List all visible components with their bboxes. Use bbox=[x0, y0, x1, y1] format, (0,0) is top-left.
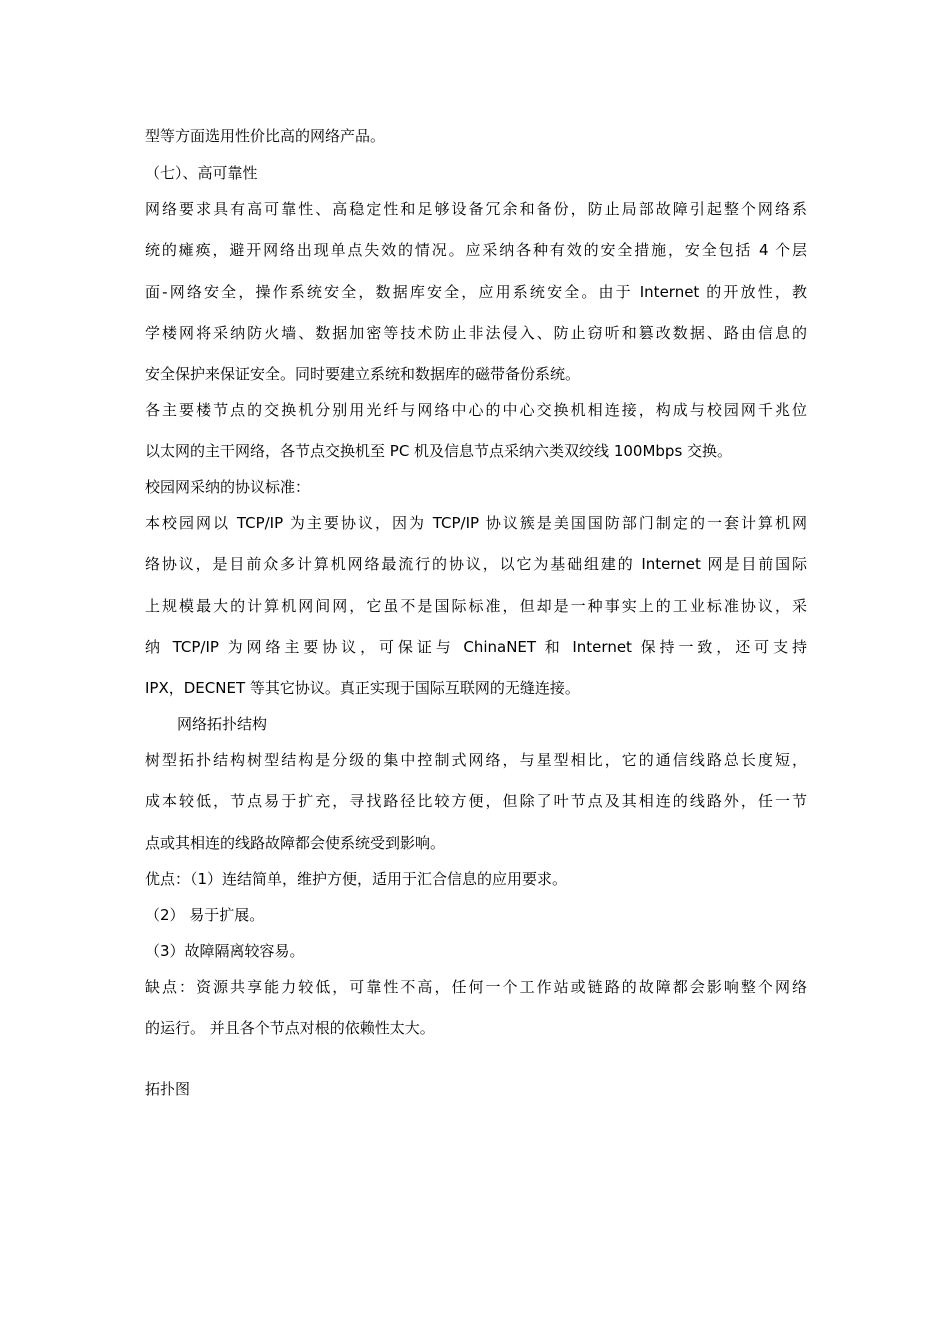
text-line: 网络要求具有高可靠性、高稳定性和足够设备冗余和备份，防止局部故障引起整个网络系 bbox=[145, 200, 807, 218]
text-line: 面-网络安全，操作系统安全，数据库安全，应用系统安全。由于 Internet 的开放性，教 bbox=[145, 283, 807, 301]
text-line: 统的瘫痪，避开网络出现单点失效的情况。应采纳各种有效的安全措施，安全包括 4 个层 bbox=[145, 241, 807, 259]
section-heading: （七）、高可靠性 bbox=[145, 164, 258, 182]
section-heading: 网络拓扑结构 bbox=[177, 715, 268, 733]
text-line: 点或其相连的线路故障都会使系统受到影响。 bbox=[145, 834, 446, 852]
text-line: （2） 易于扩展。 bbox=[145, 906, 265, 924]
text-line: 以太网的主干网络，各节点交换机至 PC 机及信息节点采纳六类双绞线 100Mbps 交换。 bbox=[145, 442, 733, 460]
section-heading: 校园网采纳的协议标准： bbox=[145, 478, 311, 496]
text-line: 型等方面选用性价比高的网络产品。 bbox=[145, 127, 386, 145]
text-line: 络协议，是目前众多计算机网络最流行的协议，以它为基础组建的 Internet 网是目前国际 bbox=[145, 555, 807, 573]
text-line: 安全保护来保证安全。同时要建立系统和数据库的磁带备份系统。 bbox=[145, 365, 581, 383]
text-line: 纳 TCP/IP 为网络主要协议，可保证与 ChinaNET 和 Internet 保持一致，还可支持 bbox=[145, 638, 807, 656]
text-line: 学楼网将采纳防火墙、数据加密等技术防止非法侵入、防止窃听和篡改数据、路由信息的 bbox=[145, 324, 807, 342]
text-line: 优点：（1）连结简单，维护方便，适用于汇合信息的应用要求。 bbox=[145, 870, 568, 888]
text-line: 缺点：资源共享能力较低，可靠性不高，任何一个工作站或链路的故障都会影响整个网络 bbox=[145, 978, 807, 996]
text-line: 成本较低，节点易于扩充，寻找路径比较方便，但除了叶节点及其相连的线路外，任一节 bbox=[145, 792, 807, 810]
section-heading: 拓扑图 bbox=[145, 1080, 191, 1098]
text-line: 本校园网以 TCP/IP 为主要协议，因为 TCP/IP 协议簇是美国国防部门制定的一套计算机网 bbox=[145, 514, 807, 532]
text-line: 各主要楼节点的交换机分别用光纤与网络中心的中心交换机相连接，构成与校园网千兆位 bbox=[145, 401, 807, 419]
text-line: IPX，DECNET 等其它协议。真正实现于国际互联网的无缝连接。 bbox=[145, 679, 580, 697]
text-line: 的运行。 并且各个节点对根的依赖性太大。 bbox=[145, 1019, 435, 1037]
text-line: 树型拓扑结构树型结构是分级的集中控制式网络，与星型相比，它的通信线路总长度短， bbox=[145, 751, 807, 769]
text-line: （3）故障隔离较容易。 bbox=[145, 942, 305, 960]
text-line: 上规模最大的计算机网间网，它虽不是国际标准，但却是一种事实上的工业标准协议，采 bbox=[145, 597, 807, 615]
